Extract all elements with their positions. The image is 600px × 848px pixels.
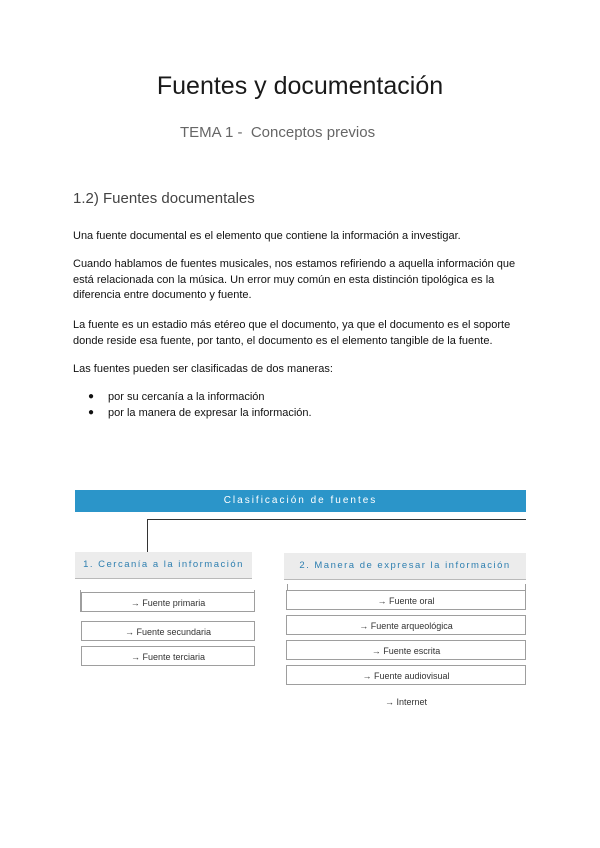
bullet-icon: ● — [88, 391, 95, 402]
list-item-text: por su cercanía a la información — [108, 391, 265, 403]
section-heading: 1.2) Fuentes documentales — [73, 190, 255, 207]
paragraph-classification-intro: Las fuentes pueden ser clasificadas de dos maneras: — [73, 363, 333, 375]
arrow-right-icon: → — [362, 671, 372, 681]
paragraph-definition: Una fuente documental es el elemento que contiene la información a investigar. — [73, 230, 461, 242]
category-proximity: 1. Cercanía a la información — [75, 552, 252, 579]
item-label: Fuente terciaria — [142, 652, 206, 662]
connector-line — [147, 519, 526, 520]
paragraph-musical-sources: Cuando hablamos de fuentes musicales, nos estamos refiriendo a aquella información que está relacionada con la música. Un error muy común en esta distinción tipológica es la diferencia entre documento y fuente. — [73, 258, 516, 301]
diagram-header: Clasificación de fuentes — [75, 490, 526, 512]
arrow-right-icon: → — [359, 621, 369, 631]
arrow-right-icon: → — [130, 598, 140, 608]
arrow-right-icon: → — [130, 652, 140, 662]
source-item-tertiary — [81, 646, 255, 666]
source-item-archaeological — [286, 615, 526, 635]
bullet-icon: ● — [88, 407, 95, 418]
item-label: Fuente escrita — [383, 646, 441, 656]
list-item-text: por la manera de expresar la información. — [108, 407, 312, 419]
source-item-secondary — [81, 621, 255, 641]
source-item-internet — [286, 692, 526, 712]
item-label: Fuente arqueológica — [370, 621, 453, 631]
item-label: Fuente audiovisual — [373, 671, 450, 681]
item-label: Fuente secundaria — [136, 627, 212, 637]
category-expression: 2. Manera de expresar la información — [284, 553, 526, 580]
arrow-right-icon: → — [384, 697, 394, 707]
source-item-oral — [286, 590, 526, 610]
arrow-right-icon: → — [377, 596, 387, 606]
list-item — [88, 389, 312, 405]
item-label: Internet — [396, 697, 428, 707]
list-item — [88, 405, 312, 421]
source-item-audiovisual — [286, 665, 526, 685]
arrow-right-icon: → — [124, 627, 134, 637]
source-item-primary — [81, 592, 255, 612]
item-label: Fuente oral — [388, 596, 435, 606]
classification-list — [88, 389, 312, 421]
connector-line — [147, 519, 148, 553]
item-label: Fuente primaria — [142, 598, 206, 608]
paragraph-source-vs-document: La fuente es un estadio más etéreo que el documento, ya que el documento es el soporte donde reside esa fuente, por tanto, el documento es el elemento tangible de la fuente. — [73, 319, 511, 347]
source-item-written — [286, 640, 526, 660]
arrow-right-icon: → — [371, 646, 381, 656]
page-subtitle: TEMA 1 - Conceptos previos — [180, 124, 376, 141]
page-title: Fuentes y documentación — [156, 72, 444, 100]
